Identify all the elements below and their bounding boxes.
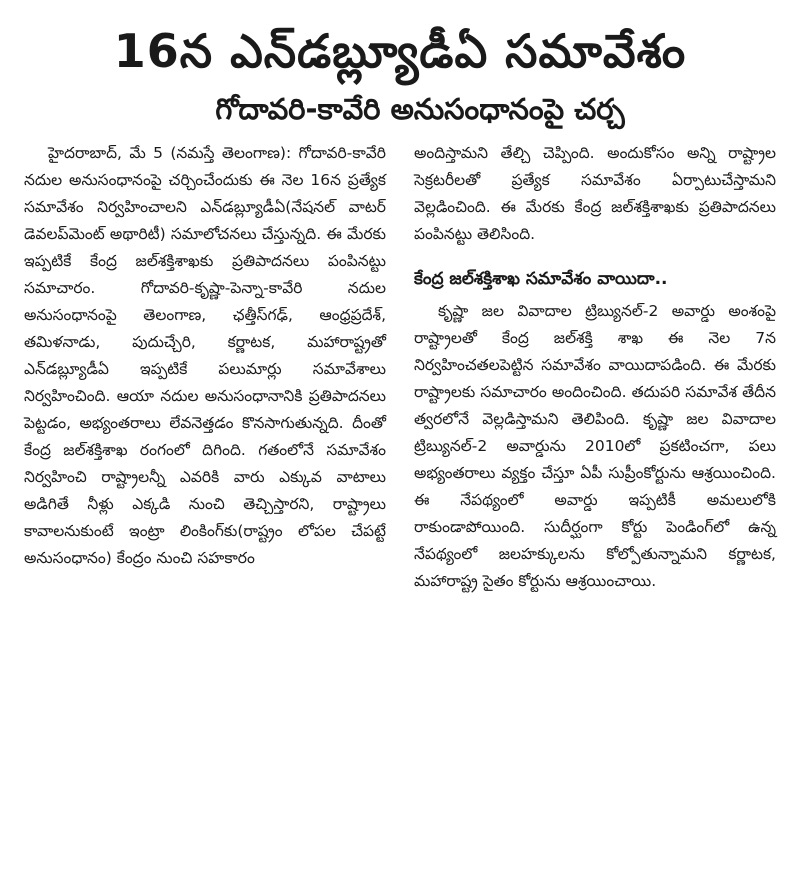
left-column	[24, 140, 386, 595]
headline: 16న ఎన్‌డబ్ల్యూడీఏ సమావేశం	[113, 24, 687, 78]
article-body	[24, 140, 776, 595]
subheadline: గోదావరి-కావేరి అనుసంధానంపై చర్చ	[215, 92, 625, 126]
left-column-text: హైదరాబాద్, మే 5 (నమస్తే తెలంగాణ): గోదావరి-కావేరి నదుల అనుసంధానంపై చర్చించేందుకు ఈ నెల 16న ప్రత్యేక సమావేశం నిర్వహించాలని ఎన్‌డబ్ల్యూడీఏ(నేషనల్ వాటర్ డెవలప్‌మెంట్ అథారిటీ) సమాలోచనలు చేస్తున్నది. ఈ మేరకు ఇప్పటికే కేంద్ర జల్‌శక్తిశాఖకు ప్రతిపాదనలు పంపినట్టు సమాచారం. గోదావరి-కృష్ణా-పెన్నా-కావేరి నదుల అనుసంధానంపై తెలంగాణ, ఛత్తీస్‌గఢ్, ఆంధ్రప్రదేశ్, తమిళనాడు, పుదుచ్చేరి, కర్ణాటక, మహారాష్ట్రతో ఎన్‌డబ్ల్యూడీఏ ఇప్పటికే పలుమార్లు సమావేశాలు నిర్వహించింది. ఆయా నదుల అనుసంధానానికి ప్రతిపాదనలు పెట్టడం, అభ్యంతరాలు లేవనెత్తడం కొనసాగుతున్నది. దీంతో కేంద్ర జల్‌శక్తిశాఖ రంగంలో దిగింది. గతంలోనే సమావేశం నిర్వహించి రాష్ట్రాలన్నీ ఎవరికి వారు ఎక్కువ వాటాలు అడిగితే నీళ్లు ఎక్కడి నుంచి తెచ్చిస్తారని, రాష్ట్రాలు కావాలనుకుంటే ఇంట్రా లింకింగ్‌కు(రాష్ట్రం లోపల చేపట్టే అనుసంధానం) కేంద్రం నుంచి సహకారం	[24, 144, 386, 567]
right-column	[414, 140, 776, 595]
right-column-continuation: అందిస్తామని తేల్చి చెప్పింది. అందుకోసం అన్ని రాష్ట్రాల సెక్రటరీలతో ప్రత్యేక సమావేశం ఏర్పాటుచేస్తామని వెల్లడించింది. ఈ మేరకు కేంద్ర జల్‌శక్తిశాఖకు ప్రతిపాదనలు పంపినట్టు తెలిసింది.	[414, 144, 776, 243]
right-column-subsection-text: కృష్ణా జల వివాదాల ట్రిబ్యునల్-2 అవార్డు అంశంపై రాష్ట్రాలతో కేంద్ర జల్‌శక్తి శాఖ ఈ నెల 7న నిర్వహించతలపెట్టిన సమావేశం వాయిదాపడింది. ఈ మేరకు రాష్ట్రాలకు సమాచారం అందించింది. తదుపరి సమావేశ తేదీన త్వరలోనే వెల్లడిస్తామని తెలిపింది. కృష్ణా జల వివాదాల ట్రిబ్యునల్-2 అవార్డును 2010లో ప్రకటించగా, పలు అభ్యంతరాలు వ్యక్తం చేస్తూ ఏపీ సుప్రీంకోర్టును ఆశ్రయించింది. ఈ నేపథ్యంలో అవార్డు ఇప్పటికీ అమలులోకి రాకుండాపోయింది. సుదీర్ఘంగా కోర్టు పెండింగ్‌లో ఉన్న నేపథ్యంలో జలహక్కులను కోల్పోతున్నామని కర్ణాటక, మహారాష్ట్ర సైతం కోర్టును ఆశ్రయించాయి.	[414, 302, 776, 590]
subsection-heading: కేంద్ర జల్‌శక్తిశాఖ సమావేశం వాయిదా..	[414, 269, 668, 289]
